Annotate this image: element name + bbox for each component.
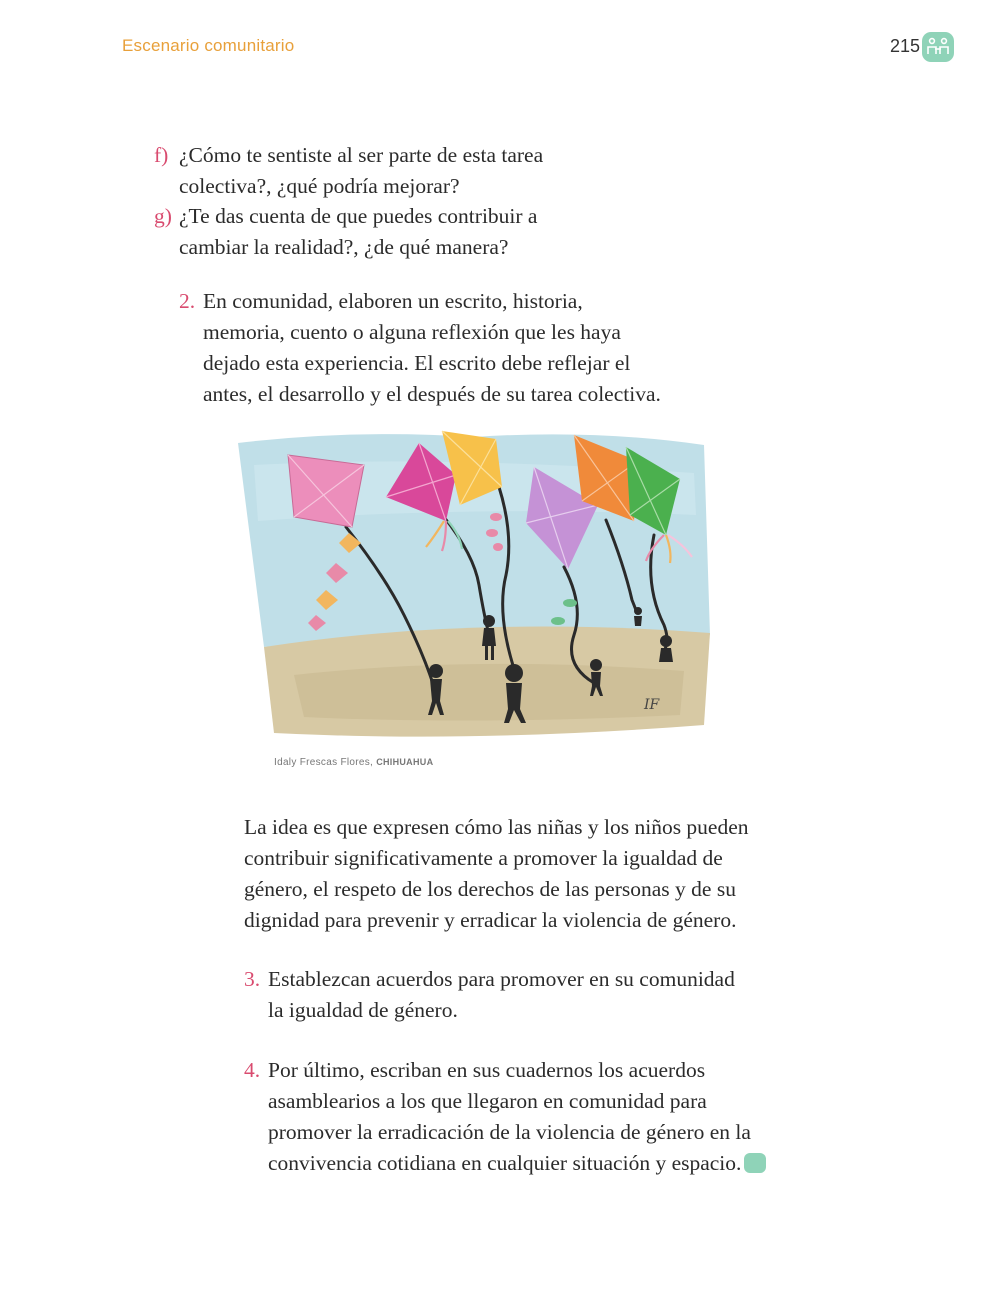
item-marker: f)	[154, 143, 169, 167]
step-line: la igualdad de género.	[268, 998, 458, 1022]
item-marker: g)	[154, 204, 172, 228]
question-line: ¿Te das cuenta de que puedes contribuir a	[179, 204, 538, 228]
community-icon	[922, 32, 954, 62]
question-line: ¿Cómo te sentiste al ser parte de esta tarea	[179, 143, 544, 167]
step-line-last	[268, 1148, 766, 1179]
community-icon	[744, 1153, 766, 1173]
body-paragraph	[244, 812, 749, 936]
question-line: colectiva?, ¿qué podría mejorar?	[179, 174, 460, 198]
paragraph-line: dignidad para prevenir y erradicar la violencia de género.	[244, 908, 737, 932]
caption-author: Idaly Frescas Flores,	[274, 757, 377, 768]
step-line: asamblearios a los que llegaron en comunidad para	[268, 1089, 707, 1113]
step-line: Por último, escriban en sus cuadernos los acuerdos	[268, 1058, 706, 1082]
step-line: antes, el desarrollo y el después de su tarea colectiva.	[203, 382, 661, 406]
section-title: Escenario comunitario	[122, 36, 295, 55]
paragraph-line: contribuir significativamente a promover la igualdad de	[244, 846, 723, 870]
kites-illustration	[234, 425, 714, 749]
step-line: En comunidad, elaboren un escrito, historia,	[203, 289, 583, 313]
paragraph-line: La idea es que expresen cómo las niñas y los niños pueden	[244, 815, 749, 839]
step-line: dejado esta experiencia. El escrito debe reflejar el	[203, 351, 631, 375]
illustration-caption	[274, 757, 433, 768]
step-line: Establezcan acuerdos para promover en su comunidad	[268, 967, 735, 991]
paragraph-line: género, el respeto de los derechos de las personas y de su	[244, 877, 736, 901]
step-number: 3.	[244, 967, 261, 991]
artist-signature: IF	[644, 697, 660, 713]
step-number: 4.	[244, 1058, 261, 1082]
caption-state: CHIHUAHUA	[376, 757, 434, 767]
step-number: 2.	[179, 289, 196, 313]
step-line: memoria, cuento o alguna reflexión que les haya	[203, 320, 621, 344]
step-line: promover la erradicación de la violencia de género en la	[268, 1120, 751, 1144]
question-line: cambiar la realidad?, ¿de qué manera?	[179, 235, 509, 259]
step-line: convivencia cotidiana en cualquier situación y espacio.	[268, 1151, 742, 1175]
page-number: 215	[890, 36, 921, 56]
